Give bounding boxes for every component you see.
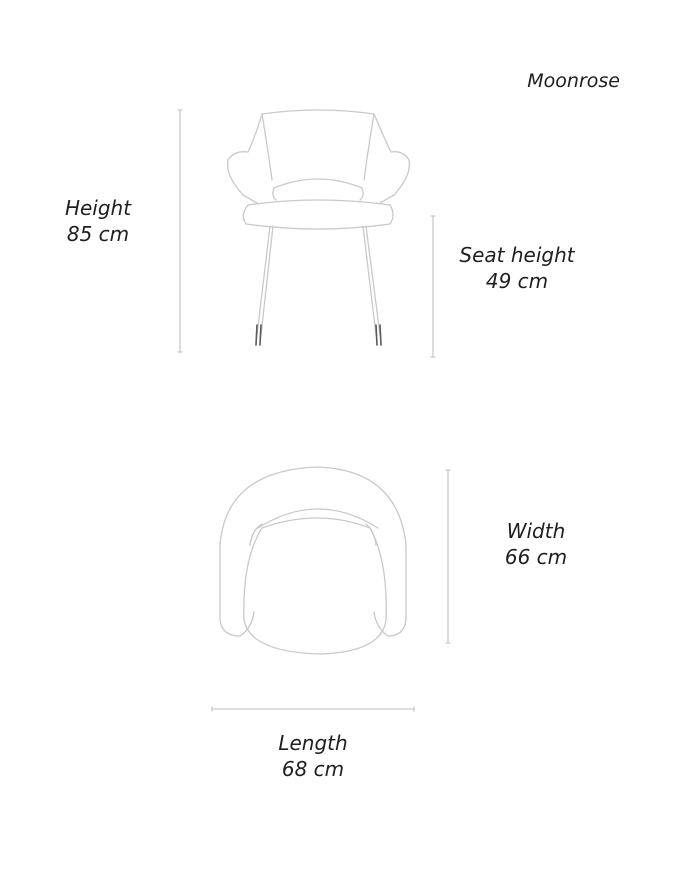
- height-value: 85 cm: [66, 222, 130, 246]
- seat-height-dimension-line: [431, 216, 435, 357]
- width-label-text: Width: [506, 519, 566, 543]
- brand-name: Moonrose: [527, 70, 620, 92]
- chair-top-view: [220, 467, 406, 654]
- width-label: [486, 518, 586, 570]
- length-dimension-line: [212, 707, 414, 711]
- length-value: 68 cm: [281, 757, 345, 781]
- chair-front-view: [228, 110, 410, 345]
- width-value: 66 cm: [504, 545, 568, 569]
- seat-height-value: 49 cm: [485, 269, 549, 293]
- length-label: [263, 730, 363, 782]
- height-dimension-line: [178, 110, 182, 352]
- height-label-text: Height: [64, 196, 132, 220]
- height-label: [48, 195, 148, 247]
- width-dimension-line: [446, 470, 450, 643]
- length-label-text: Length: [278, 731, 348, 755]
- seat-height-label-text: Seat height: [459, 243, 575, 267]
- seat-height-label: [452, 242, 582, 294]
